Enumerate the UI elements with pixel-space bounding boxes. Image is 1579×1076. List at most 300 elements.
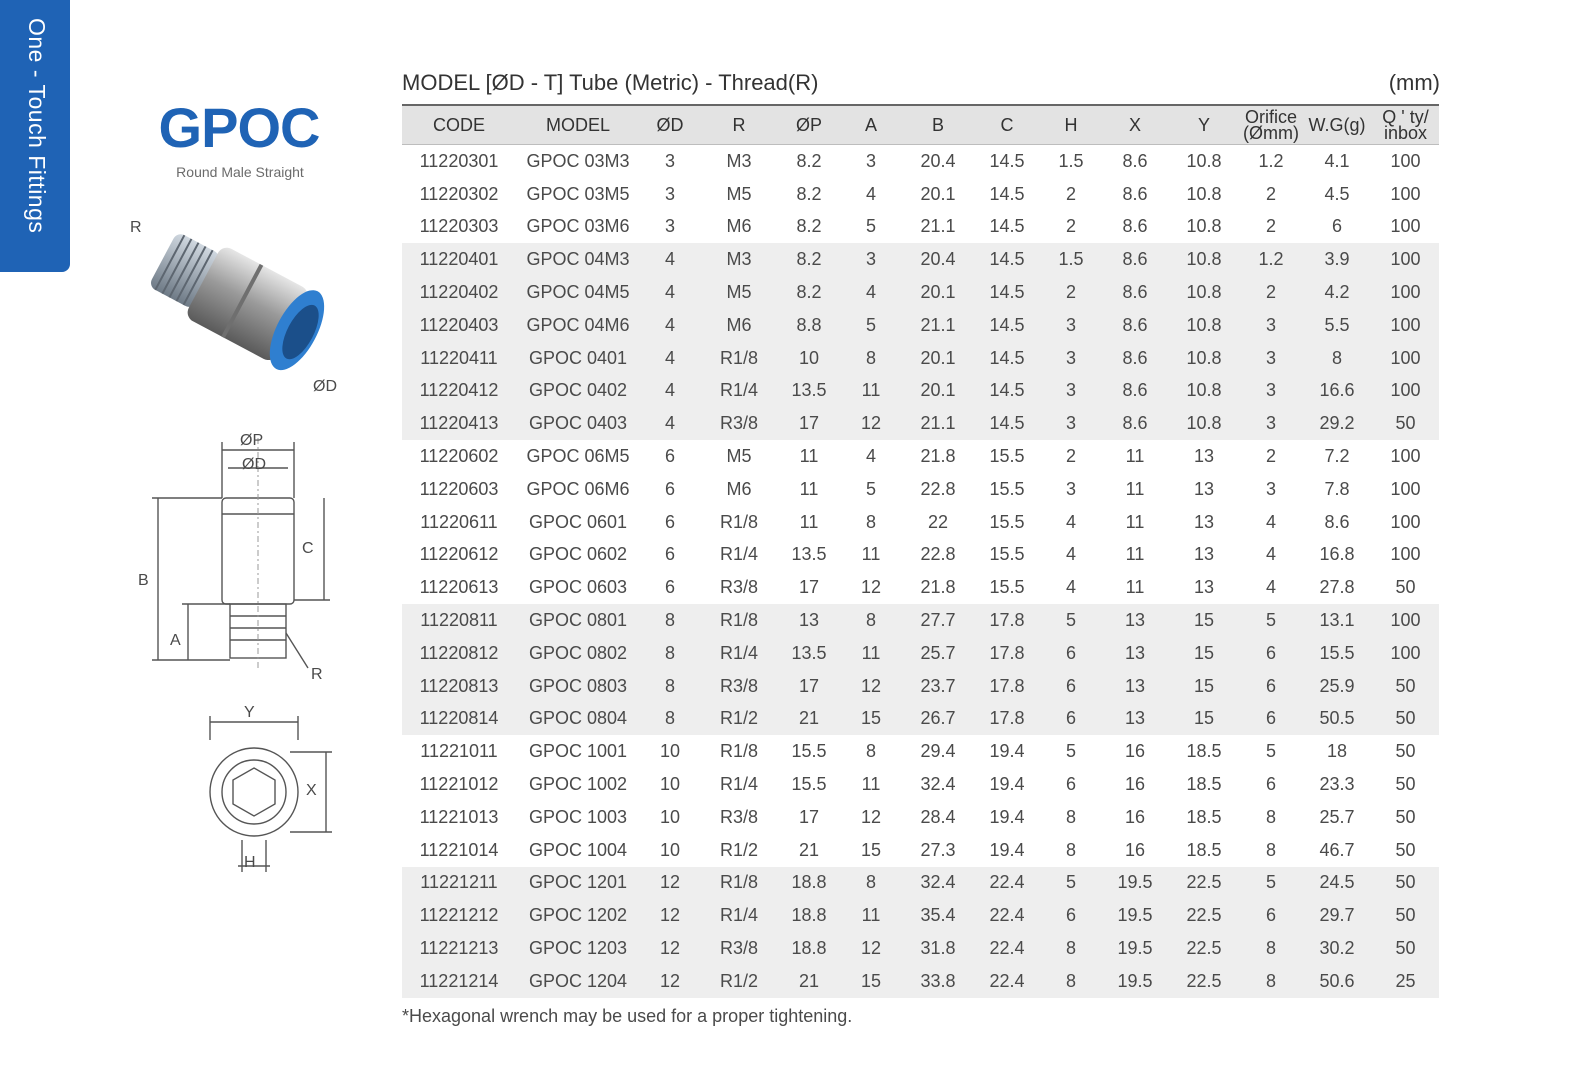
product-photo <box>128 214 348 404</box>
table-cell: 6 <box>1040 899 1102 932</box>
table-cell: 14.5 <box>974 375 1040 408</box>
table-cell: 6 <box>1265 774 1276 795</box>
table-cell: 8 <box>840 342 902 375</box>
table-cell: 15.5 <box>989 511 1025 532</box>
table-cell: 5 <box>1040 867 1102 900</box>
table-cell: 17.8 <box>974 703 1040 736</box>
table-cell: 5 <box>1265 741 1276 762</box>
table-cell: 4 <box>640 375 700 408</box>
table-cell: 8.2 <box>796 216 822 237</box>
table-cell: 8.6 <box>1102 276 1168 309</box>
table-cell: 16.6 <box>1302 375 1372 408</box>
table-cell: 19.5 <box>1102 867 1168 900</box>
table-cell: 16 <box>1124 774 1146 795</box>
table-cell: 4 <box>640 276 700 309</box>
table-cell: GPOC 03M3 <box>516 145 640 178</box>
table-cell: 4 <box>1265 511 1276 532</box>
table-row <box>402 768 1439 801</box>
table-cell: 7.2 <box>1324 446 1350 467</box>
table-cell: 11 <box>840 375 902 408</box>
table-cell: 15 <box>1168 604 1240 637</box>
table-cell: 100 <box>1390 478 1421 499</box>
table-cell: 11 <box>799 511 819 532</box>
table-cell: 8.6 <box>1102 243 1168 276</box>
table-cell: 100 <box>1390 183 1421 204</box>
table-row <box>402 243 1439 276</box>
table-cell: 11220611 <box>420 511 498 532</box>
table-cell: 27.7 <box>902 604 974 637</box>
table-cell: 5.5 <box>1302 309 1372 342</box>
table-cell: 11221214 <box>402 965 516 998</box>
table-cell: 3 <box>1040 407 1102 440</box>
table-cell: 11220403 <box>402 309 516 342</box>
table-cell: 15.5 <box>989 577 1025 598</box>
table-cell: 11220603 <box>419 478 499 499</box>
column-header: ØD <box>640 106 700 145</box>
table-row <box>402 539 1439 572</box>
table-cell: 24.5 <box>1302 867 1372 900</box>
table-cell: 18.5 <box>1186 774 1222 795</box>
table-cell: 10.8 <box>1168 375 1240 408</box>
table-cell: 3 <box>640 145 700 178</box>
table-cell: 6 <box>1240 637 1302 670</box>
table-cell: 11220812 <box>402 637 516 670</box>
table-cell: 15 <box>840 703 902 736</box>
table-cell: 12 <box>640 867 700 900</box>
table-cell: 12 <box>840 670 902 703</box>
table-cell: 100 <box>1390 446 1421 467</box>
table-cell: R1/4 <box>700 899 778 932</box>
table-cell: 11 <box>1125 446 1145 467</box>
table-cell: 11 <box>1125 577 1145 598</box>
table-cell: GPOC 0802 <box>516 637 640 670</box>
table-cell: 13 <box>1193 544 1215 565</box>
table-cell: 8.6 <box>1102 342 1168 375</box>
table-cell: R1/2 <box>700 965 778 998</box>
table-cell: 8 <box>1065 806 1076 827</box>
column-header: A <box>840 106 902 145</box>
table-cell: GPOC 0801 <box>516 604 640 637</box>
table-cell: 6 <box>664 577 675 598</box>
table-cell: 10.8 <box>1168 243 1240 276</box>
table-cell: M6 <box>700 309 778 342</box>
table-cell: 21.8 <box>920 577 956 598</box>
table-cell: 5 <box>1040 604 1102 637</box>
column-header: Orifice (Ømm) <box>1240 106 1302 145</box>
table-cell: 22.8 <box>920 544 956 565</box>
table-cell: 8 <box>865 511 876 532</box>
table-cell: 15 <box>860 839 882 860</box>
table-cell: 3 <box>1040 375 1102 408</box>
table-cell: R1/4 <box>700 375 778 408</box>
table-cell: 15.5 <box>989 478 1025 499</box>
table-cell: 11 <box>799 478 819 499</box>
table-cell: 20.1 <box>902 342 974 375</box>
section-tab-label: One - Touch Fittings <box>24 18 50 234</box>
table-cell: 4 <box>865 183 876 204</box>
table-cell: 14.5 <box>989 216 1025 237</box>
table-cell: 6 <box>1331 216 1342 237</box>
table-cell: 22.5 <box>1168 965 1240 998</box>
table-cell: 15.5 <box>989 446 1025 467</box>
table-cell: 11220602 <box>419 446 499 467</box>
table-cell: 10 <box>659 806 681 827</box>
table-cell: 2 <box>1265 446 1276 467</box>
table-row <box>402 899 1439 932</box>
table-cell: 10.8 <box>1186 183 1222 204</box>
table-cell: 31.8 <box>902 932 974 965</box>
table-cell: 21.1 <box>920 216 956 237</box>
table-cell: 22.5 <box>1168 899 1240 932</box>
top-view-drawing <box>190 700 340 880</box>
table-cell: GPOC 06M6 <box>526 478 630 499</box>
front-r-label: R <box>311 666 323 683</box>
table-cell: 27.3 <box>920 839 956 860</box>
table-cell: 20.1 <box>902 276 974 309</box>
table-cell: 19.5 <box>1102 965 1168 998</box>
table-cell: 50 <box>1372 407 1439 440</box>
table-cell: 11 <box>1125 544 1145 565</box>
table-cell: 3 <box>1065 478 1076 499</box>
table-cell: R1/4 <box>700 637 778 670</box>
table-cell: 10.8 <box>1186 216 1222 237</box>
table-cell: GPOC 04M6 <box>516 309 640 342</box>
table-cell: 6 <box>1240 899 1302 932</box>
table-cell: 8.6 <box>1102 375 1168 408</box>
table-cell: 1.5 <box>1040 243 1102 276</box>
front-op-label: ØP <box>240 432 264 449</box>
table-cell: R1/8 <box>700 342 778 375</box>
table-row <box>402 801 1439 834</box>
table-cell: 11221014 <box>419 839 499 860</box>
table-cell: 21.8 <box>920 446 956 467</box>
top-h-label: H <box>244 854 256 871</box>
table-cell: 14.5 <box>974 145 1040 178</box>
table-cell: 19.5 <box>1102 899 1168 932</box>
table-cell: 1.5 <box>1040 145 1102 178</box>
table-cell: 3 <box>1240 375 1302 408</box>
table-cell: 4 <box>1065 577 1076 598</box>
table-cell: 50 <box>1395 774 1416 795</box>
table-cell: 11220303 <box>419 216 499 237</box>
table-cell: 11220301 <box>402 145 516 178</box>
table-cell: 100 <box>1390 511 1421 532</box>
column-header: B <box>902 106 974 145</box>
table-cell: R1/8 <box>719 511 759 532</box>
table-cell: 10 <box>659 839 681 860</box>
table-cell: M6 <box>726 478 752 499</box>
table-cell: R1/4 <box>719 544 759 565</box>
table-cell: 100 <box>1372 637 1439 670</box>
table-cell: GPOC 1203 <box>516 932 640 965</box>
table-cell: 8.6 <box>1122 216 1148 237</box>
table-cell: R3/8 <box>700 407 778 440</box>
table-cell: 8 <box>1065 839 1076 860</box>
table-cell: 6 <box>1040 703 1102 736</box>
table-cell: 6 <box>1240 703 1302 736</box>
table-cell: 3 <box>840 145 902 178</box>
table-cell: 13.5 <box>791 544 827 565</box>
table-cell: 17.8 <box>974 670 1040 703</box>
table-cell: 6 <box>664 544 675 565</box>
table-cell: 8 <box>1240 965 1302 998</box>
table-cell: 13 <box>1102 604 1168 637</box>
table-cell: 4 <box>640 342 700 375</box>
table-cell: 4 <box>865 446 876 467</box>
table-cell: 8 <box>1040 965 1102 998</box>
table-cell: GPOC 0603 <box>528 577 628 598</box>
table-cell: 100 <box>1372 342 1439 375</box>
table-cell: 13.5 <box>778 637 840 670</box>
table-cell: 8.6 <box>1102 407 1168 440</box>
table-cell: GPOC 0401 <box>516 342 640 375</box>
table-cell: 10 <box>659 774 681 795</box>
table-cell: 5 <box>865 216 876 237</box>
table-cell: 35.4 <box>902 899 974 932</box>
table-row <box>402 276 1439 309</box>
table-cell: 3 <box>664 216 675 237</box>
table-cell: 8.2 <box>778 145 840 178</box>
table-cell: 18.8 <box>778 899 840 932</box>
table-cell: 10 <box>778 342 840 375</box>
table-cell: R3/8 <box>700 670 778 703</box>
table-cell: 18 <box>1326 741 1348 762</box>
table-cell: GPOC 1201 <box>516 867 640 900</box>
table-row <box>402 342 1439 375</box>
table-cell: 11220402 <box>402 276 516 309</box>
table-cell: 26.7 <box>902 703 974 736</box>
table-cell: M6 <box>726 216 752 237</box>
unit-label: (mm) <box>1388 70 1440 95</box>
table-cell: 100 <box>1372 276 1439 309</box>
table-cell: 14.5 <box>974 243 1040 276</box>
table-cell: 15 <box>1168 703 1240 736</box>
table-cell: R3/8 <box>719 577 759 598</box>
column-header: Q ' ty/ inbox <box>1372 106 1439 145</box>
table-cell: 21.1 <box>902 309 974 342</box>
table-cell: 15 <box>840 965 902 998</box>
column-header: W.G(g) <box>1302 106 1372 145</box>
table-cell: 10.8 <box>1168 145 1240 178</box>
table-cell: 13 <box>1193 511 1215 532</box>
table-row <box>402 670 1439 703</box>
table-cell: 11221211 <box>402 867 516 900</box>
table-cell: 11221013 <box>419 806 499 827</box>
product-name: GPOC <box>158 96 320 159</box>
table-cell: M3 <box>700 145 778 178</box>
table-cell: 50 <box>1372 703 1439 736</box>
table-cell: 5 <box>840 309 902 342</box>
table-cell: 21 <box>778 965 840 998</box>
table-cell: 18.8 <box>778 932 840 965</box>
column-header: X <box>1102 106 1168 145</box>
table-cell: 6 <box>664 446 675 467</box>
table-cell: 50 <box>1372 670 1439 703</box>
table-cell: 25.7 <box>1319 806 1355 827</box>
table-cell: GPOC 1001 <box>528 741 628 762</box>
table-cell: 4 <box>640 243 700 276</box>
table-cell: 3.9 <box>1302 243 1372 276</box>
table-cell: 13 <box>1102 703 1168 736</box>
table-cell: 100 <box>1372 604 1439 637</box>
footnote: *Hexagonal wrench may be used for a proper tightening. <box>402 1006 853 1026</box>
table-cell: 28.4 <box>920 806 956 827</box>
column-header: Y <box>1168 106 1240 145</box>
table-cell: 17 <box>778 670 840 703</box>
table-cell: 6 <box>664 511 675 532</box>
table-cell: 13 <box>778 604 840 637</box>
table-cell: GPOC 04M5 <box>516 276 640 309</box>
table-cell: 8.6 <box>1122 183 1148 204</box>
table-cell: 8.8 <box>778 309 840 342</box>
table-cell: 14.5 <box>974 342 1040 375</box>
table-cell: R1/4 <box>719 774 759 795</box>
table-cell: 20.1 <box>920 183 956 204</box>
table-cell: 22.4 <box>974 932 1040 965</box>
table-cell: 4 <box>640 407 700 440</box>
table-cell: GPOC 1004 <box>528 839 628 860</box>
table-cell: 100 <box>1372 309 1439 342</box>
table-cell: 4 <box>1265 577 1276 598</box>
table-cell: 11 <box>861 774 881 795</box>
table-cell: 14.5 <box>989 183 1025 204</box>
table-cell: 4.1 <box>1302 145 1372 178</box>
table-cell: 20.1 <box>902 375 974 408</box>
table-cell: 11220413 <box>402 407 516 440</box>
table-cell: 6 <box>1065 774 1076 795</box>
table-cell: 5 <box>1240 867 1302 900</box>
table-cell: 3 <box>840 243 902 276</box>
table-cell: 22.4 <box>974 867 1040 900</box>
table-cell: 11220814 <box>402 703 516 736</box>
table-cell: 12 <box>640 932 700 965</box>
photo-od-label: ØD <box>313 378 337 395</box>
table-cell: 8.6 <box>1102 145 1168 178</box>
table-cell: 20.4 <box>902 145 974 178</box>
table-header-row <box>402 106 1439 145</box>
table-cell: 50 <box>1395 577 1416 598</box>
table-cell: 15.5 <box>791 741 827 762</box>
table-cell: GPOC 1003 <box>528 806 628 827</box>
table-cell: 17 <box>778 407 840 440</box>
table-cell: 2 <box>1065 216 1076 237</box>
table-cell: GPOC 0402 <box>516 375 640 408</box>
table-cell: 13 <box>1102 637 1168 670</box>
table-cell: 7.8 <box>1324 478 1350 499</box>
table-cell: 11220412 <box>402 375 516 408</box>
table-cell: 22.4 <box>974 965 1040 998</box>
table-cell: 5 <box>865 478 876 499</box>
table-cell: 4.5 <box>1324 183 1350 204</box>
table-cell: 11221212 <box>402 899 516 932</box>
table-cell: 11221012 <box>419 774 499 795</box>
table-cell: 16 <box>1124 741 1146 762</box>
table-cell: R3/8 <box>700 932 778 965</box>
table-cell: 8.2 <box>796 183 822 204</box>
table-cell: 8 <box>840 867 902 900</box>
table-cell: M5 <box>726 446 752 467</box>
table-cell: 8.2 <box>778 243 840 276</box>
table-cell: 3 <box>1240 407 1302 440</box>
column-header: MODEL <box>516 106 640 145</box>
table-cell: 6 <box>664 478 675 499</box>
table-row <box>402 506 1439 539</box>
table-cell: R1/8 <box>700 604 778 637</box>
table-cell: 23.7 <box>902 670 974 703</box>
table-cell: 4 <box>840 276 902 309</box>
table-row <box>402 637 1439 670</box>
table-row <box>402 834 1439 867</box>
table-cell: 8 <box>640 637 700 670</box>
table-cell: 29.2 <box>1302 407 1372 440</box>
table-cell: 11220411 <box>402 342 516 375</box>
table-cell: R1/2 <box>700 703 778 736</box>
table-cell: M5 <box>700 276 778 309</box>
table-cell: 12 <box>840 932 902 965</box>
table-cell: 11 <box>1125 478 1145 499</box>
table-cell: 21 <box>778 703 840 736</box>
table-cell: 8 <box>1265 839 1276 860</box>
table-cell: 17.8 <box>974 637 1040 670</box>
table-row <box>402 571 1439 604</box>
table-cell: 4 <box>1065 511 1076 532</box>
table-row <box>402 375 1439 408</box>
table-cell: 11220612 <box>419 544 499 565</box>
table-cell: GPOC 1202 <box>516 899 640 932</box>
table-cell: 8 <box>1240 932 1302 965</box>
table-cell: 3 <box>1040 342 1102 375</box>
table-cell: 16 <box>1124 806 1146 827</box>
table-cell: 17 <box>798 806 820 827</box>
table-cell: GPOC 1002 <box>528 774 628 795</box>
table-cell: 18.5 <box>1186 839 1222 860</box>
table-row <box>402 440 1439 473</box>
table-cell: 20.4 <box>902 243 974 276</box>
table-cell: 8 <box>1265 806 1276 827</box>
table-cell: 11 <box>840 899 902 932</box>
table-cell: 11220613 <box>419 577 499 598</box>
table-cell: 19.4 <box>989 839 1025 860</box>
table-cell: 4 <box>640 309 700 342</box>
table-cell: 10.8 <box>1168 309 1240 342</box>
table-cell: GPOC 1204 <box>516 965 640 998</box>
table-cell: 12 <box>860 806 882 827</box>
table-cell: 100 <box>1372 375 1439 408</box>
table-cell: 10.8 <box>1168 342 1240 375</box>
table-cell: 10.8 <box>1168 276 1240 309</box>
table-cell: 50.5 <box>1302 703 1372 736</box>
table-cell: 11220302 <box>419 183 499 204</box>
table-cell: 13 <box>1102 670 1168 703</box>
table-cell: 10.8 <box>1168 407 1240 440</box>
table-cell: GPOC 06M5 <box>526 446 630 467</box>
table-cell: 50 <box>1372 867 1439 900</box>
table-cell: 4.2 <box>1302 276 1372 309</box>
table-cell: 17.8 <box>974 604 1040 637</box>
table-cell: 11 <box>840 637 902 670</box>
section-tab <box>0 0 70 272</box>
table-row <box>402 735 1439 768</box>
table-row <box>402 211 1439 244</box>
table-cell: M5 <box>726 183 752 204</box>
table-cell: 50 <box>1395 806 1416 827</box>
table-cell: 12 <box>840 407 902 440</box>
column-header: ØP <box>778 106 840 145</box>
column-header: CODE <box>402 106 516 145</box>
table-cell: 100 <box>1372 243 1439 276</box>
table-cell: 15.5 <box>989 544 1025 565</box>
table-cell: GPOC 0403 <box>516 407 640 440</box>
